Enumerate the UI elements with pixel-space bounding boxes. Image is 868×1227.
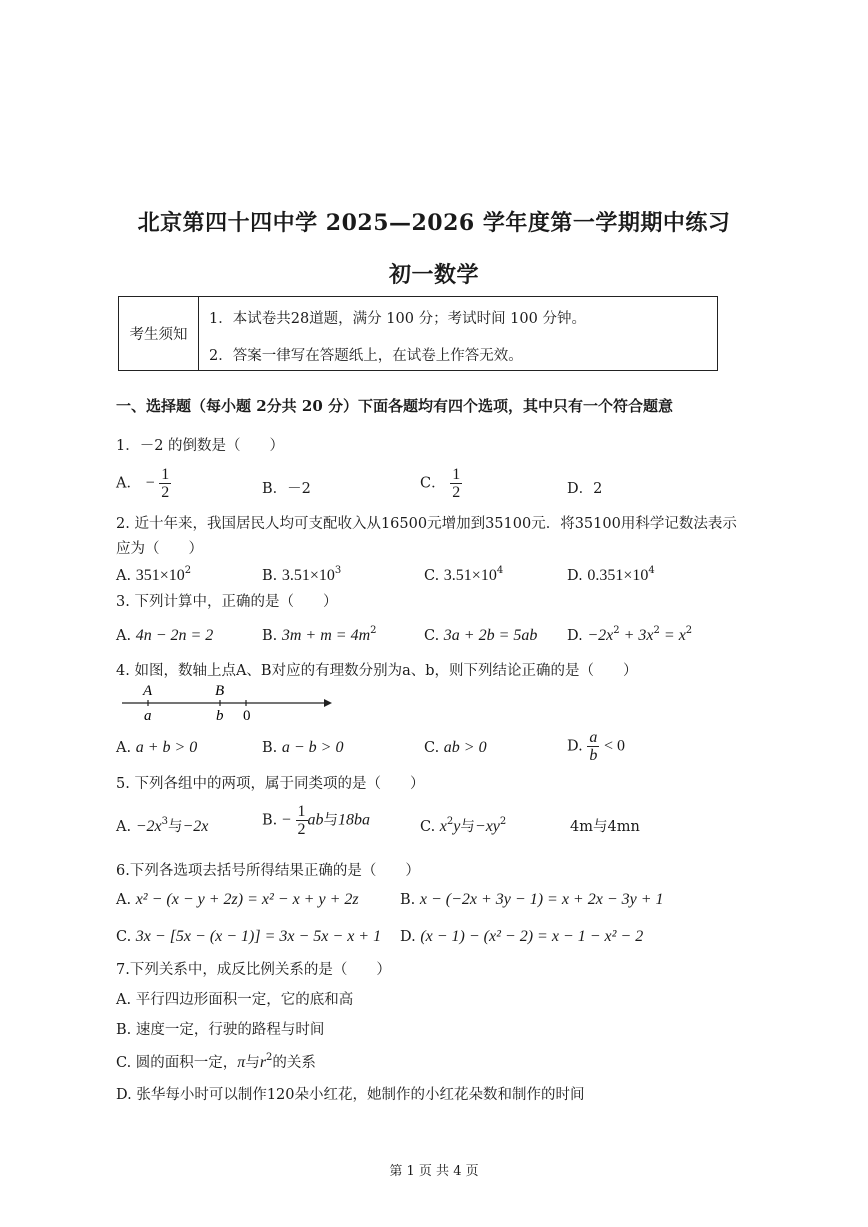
q2-a-label: A. bbox=[116, 568, 132, 584]
q1-option-a bbox=[116, 466, 171, 501]
q4-c-label: C. bbox=[424, 740, 440, 756]
q4-c-expr: ab > 0 bbox=[443, 739, 487, 756]
q3-c-label: C. bbox=[424, 628, 440, 644]
q5-option-d: 4m与4mn bbox=[570, 819, 640, 835]
point-b-upper-label: B bbox=[215, 683, 225, 699]
q4-d-denominator: b bbox=[589, 747, 598, 764]
q1-c-numerator: 1 bbox=[452, 466, 461, 483]
q3-d-label: D. bbox=[567, 628, 583, 644]
q6-option-d bbox=[400, 927, 643, 947]
q1-c-label: C． bbox=[420, 475, 446, 492]
q4-d-fraction bbox=[587, 729, 599, 764]
q7-option-d: D. 张华每小时可以制作120朵小红花，她制作的小红花朵数和制作的时间 bbox=[116, 1087, 585, 1103]
q5-a-mid: 与 bbox=[167, 819, 183, 835]
q2-stem-line-1: 2. 近十年来，我国居民人均可支配收入从16500元增加到35100元．将35100用科学记数法表示 bbox=[116, 516, 737, 532]
q5-c-expr-1: x bbox=[439, 818, 447, 835]
q5-b-fraction bbox=[296, 803, 308, 838]
q1-option-c bbox=[420, 466, 462, 501]
q6-stem: 6.下列各选项去括号所得结果正确的是（ ） bbox=[116, 863, 420, 879]
q4-option-b bbox=[262, 738, 343, 758]
q7-c-text-3: 的关系 bbox=[272, 1055, 316, 1071]
q5-c-expr-1b: y bbox=[453, 818, 461, 835]
exam-title: 北京第四十四中学 2025—2026 学年度第一学期期中练习 bbox=[137, 210, 731, 236]
q1-a-denominator: 2 bbox=[161, 484, 170, 501]
q2-a-base: 351×10 bbox=[135, 567, 185, 584]
q4-b-expr: a − b > 0 bbox=[281, 739, 344, 756]
q1-option-d: D．2 bbox=[567, 481, 603, 497]
q5-c-exp-2: 2 bbox=[499, 816, 507, 827]
q5-b-expr-1: ab bbox=[307, 811, 324, 829]
q5-b-denominator: 2 bbox=[297, 821, 306, 838]
q5-a-exp: 3 bbox=[161, 816, 168, 827]
q2-option-d bbox=[567, 566, 655, 586]
q4-d-label: D. bbox=[567, 738, 583, 755]
q1-a-fraction bbox=[159, 466, 171, 501]
q5-b-mid: 与 bbox=[323, 812, 339, 829]
q3-option-d bbox=[567, 626, 692, 646]
q6-a-expr: x² − (x − y + 2z) = x² − x + y + 2z bbox=[135, 891, 359, 908]
q4-d-tail: < 0 bbox=[603, 737, 625, 755]
q7-c-text-2: 与 bbox=[245, 1055, 260, 1071]
q7-c-exp: 2 bbox=[266, 1052, 273, 1063]
q6-b-expr: x − (−2x + 3y − 1) = x + 2x − 3y + 1 bbox=[419, 891, 664, 908]
q4-a-expr: a + b > 0 bbox=[135, 739, 198, 756]
q2-b-exp: 3 bbox=[334, 565, 342, 576]
q5-a-expr-2: −2x bbox=[182, 818, 209, 835]
q2-c-base: 3.51×10 bbox=[443, 567, 497, 584]
q2-c-exp: 4 bbox=[496, 565, 504, 576]
q7-option-b: B. 速度一定，行驶的路程与时间 bbox=[116, 1022, 325, 1038]
q5-option-a bbox=[116, 817, 208, 837]
q3-b-label: B. bbox=[262, 628, 278, 644]
q2-option-c bbox=[424, 566, 503, 586]
q3-option-b bbox=[262, 626, 377, 646]
section-heading: 一、选择题（每小题 2分共 20 分）下面各题均有四个选项，其中只有一个符合题意 bbox=[116, 397, 673, 415]
q3-c-expr: 3a + 2b = 5ab bbox=[443, 627, 538, 644]
q6-option-c bbox=[116, 927, 381, 947]
q3-option-c bbox=[424, 626, 537, 646]
q6-option-b bbox=[400, 890, 664, 910]
q3-a-expr: 4n − 2n = 2 bbox=[135, 627, 214, 644]
q4-option-c bbox=[424, 738, 487, 758]
q6-d-expr: (x − 1) − (x² − 2) = x − 1 − x² − 2 bbox=[420, 928, 644, 945]
q3-d-exp-3: 2 bbox=[685, 625, 693, 636]
q5-c-label: C. bbox=[420, 819, 436, 835]
q5-a-expr-1: −2x bbox=[135, 818, 162, 835]
notice-label: 考生须知 bbox=[119, 297, 199, 370]
q3-a-label: A. bbox=[116, 628, 132, 644]
q2-option-a bbox=[116, 566, 191, 586]
q7-option-c bbox=[116, 1053, 316, 1073]
q3-d-exp-1: 2 bbox=[613, 625, 620, 636]
q6-b-label: B. bbox=[400, 892, 416, 908]
q5-option-c bbox=[420, 817, 506, 837]
q5-a-label: A. bbox=[116, 819, 132, 835]
notice-line-2: 2．答案一律写在答题纸上，在试卷上作答无效。 bbox=[209, 348, 523, 364]
q5-b-numerator: 1 bbox=[297, 803, 306, 820]
q7-option-a: A. 平行四边形面积一定，它的底和高 bbox=[116, 992, 354, 1008]
q2-option-b bbox=[262, 566, 341, 586]
q4-stem: 4. 如图，数轴上点A、B对应的有理数分别为a、b，则下列结论正确的是（ ） bbox=[116, 663, 638, 679]
q3-d-expr-2: + 3x bbox=[619, 627, 654, 644]
q2-d-exp: 4 bbox=[648, 565, 655, 576]
zero-label: 0 bbox=[243, 708, 251, 724]
point-b-lower-label: b bbox=[216, 708, 224, 724]
q2-d-label: D. bbox=[567, 568, 583, 584]
q1-c-fraction bbox=[450, 466, 462, 501]
q6-c-expr: 3x − [5x − (x − 1)] = 3x − 5x − x + 1 bbox=[135, 928, 382, 945]
q6-option-a bbox=[116, 890, 359, 910]
q2-d-base: 0.351×10 bbox=[587, 567, 649, 584]
q7-c-pi: π bbox=[237, 1054, 246, 1071]
q6-d-label: D. bbox=[400, 929, 416, 945]
q5-b-sign: − bbox=[281, 811, 291, 829]
q2-c-label: C. bbox=[424, 568, 440, 584]
notice-line-1: 1．本试卷共28道题，满分 100 分；考试时间 100 分钟。 bbox=[209, 311, 586, 327]
q3-d-expr-1: −2x bbox=[587, 627, 614, 644]
q5-stem: 5. 下列各组中的两项，属于同类项的是（ ） bbox=[116, 776, 425, 792]
q6-a-label: A. bbox=[116, 892, 132, 908]
q3-b-expr: 3m + m = 4m bbox=[281, 627, 371, 644]
q3-option-a bbox=[116, 626, 213, 646]
q5-b-expr-2: 18ba bbox=[338, 811, 371, 829]
point-a-upper-label: A bbox=[143, 683, 153, 699]
q7-stem: 7.下列关系中，成反比例关系的是（ ） bbox=[116, 962, 391, 978]
notice-box bbox=[118, 296, 718, 371]
q4-number-line bbox=[118, 680, 338, 724]
q3-stem: 3. 下列计算中，正确的是（ ） bbox=[116, 594, 338, 610]
q1-c-denominator: 2 bbox=[452, 484, 461, 501]
q3-d-exp-2: 2 bbox=[653, 625, 660, 636]
q3-d-expr-3: = x bbox=[659, 627, 686, 644]
q4-option-d bbox=[567, 729, 625, 764]
q5-b-label: B. bbox=[262, 812, 278, 829]
q1-a-numerator: 1 bbox=[161, 466, 170, 483]
q1-stem: 1．－2 的倒数是（ ） bbox=[116, 438, 285, 454]
q4-b-label: B. bbox=[262, 740, 278, 756]
q5-c-exp-1: 2 bbox=[446, 816, 454, 827]
point-a-lower-label: a bbox=[144, 708, 152, 724]
q1-a-label: A． bbox=[116, 475, 141, 492]
number-line-arrow-icon bbox=[324, 699, 332, 707]
q5-option-b bbox=[262, 803, 370, 838]
q6-c-label: C. bbox=[116, 929, 132, 945]
q2-b-base: 3.51×10 bbox=[281, 567, 335, 584]
page-number: 第 1 页 共 4 页 bbox=[389, 1164, 479, 1179]
q5-c-expr-2: −xy bbox=[474, 818, 500, 835]
exam-subject: 初一数学 bbox=[388, 262, 479, 288]
q7-c-text-1: C. 圆的面积一定， bbox=[116, 1055, 238, 1071]
q2-b-label: B. bbox=[262, 568, 278, 584]
q4-d-numerator: a bbox=[589, 729, 598, 746]
q2-stem-line-2: 应为（ ） bbox=[116, 541, 203, 557]
q1-option-b: B．－2 bbox=[262, 481, 311, 497]
q3-b-exp: 2 bbox=[370, 625, 377, 636]
q4-option-a bbox=[116, 738, 197, 758]
q1-a-sign: − bbox=[145, 474, 155, 492]
q2-a-exp: 2 bbox=[184, 565, 192, 576]
q5-c-mid: 与 bbox=[460, 819, 475, 835]
q7-c-r: r bbox=[259, 1054, 267, 1071]
q4-a-label: A. bbox=[116, 740, 132, 756]
